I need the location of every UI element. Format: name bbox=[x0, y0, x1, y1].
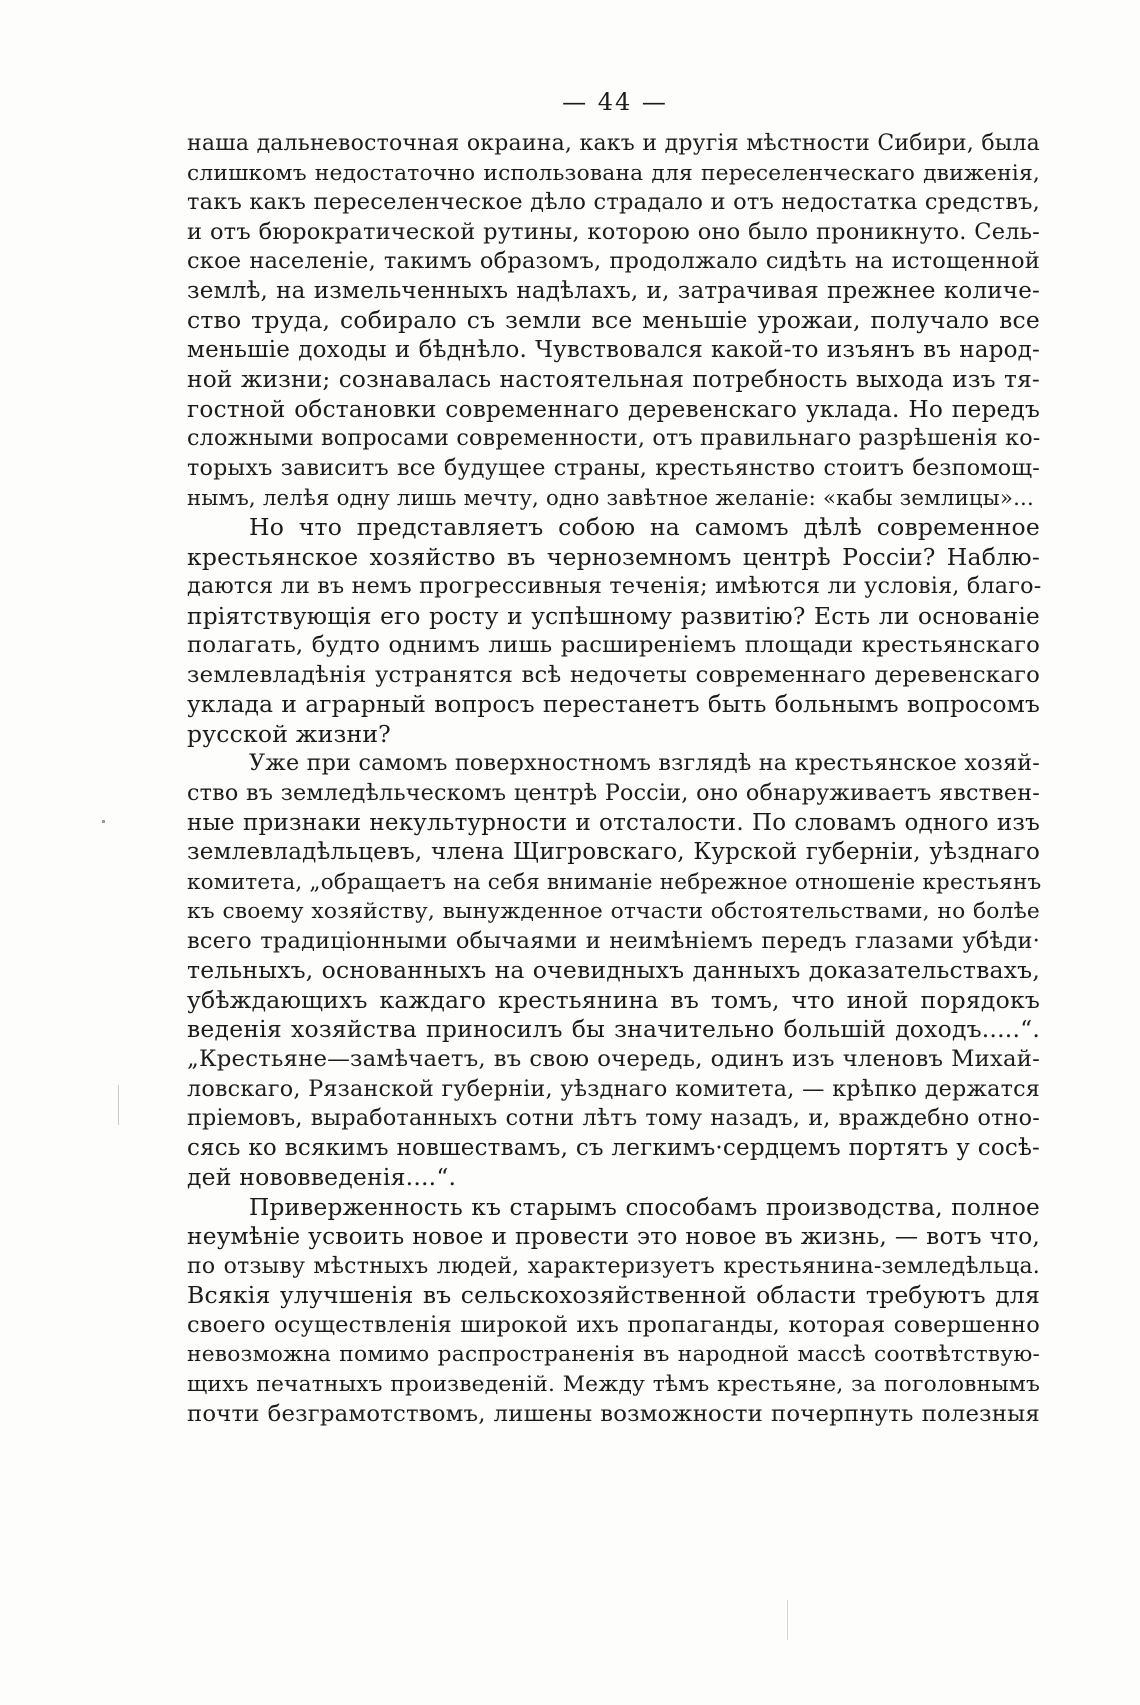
text-line: меньшіе доходы и бѣднѣло. Чувствовался какой-то изъянъ въ народ- bbox=[187, 336, 1040, 363]
text-line: ство въ земледѣльческомъ центрѣ Россіи, оно обнаруживаетъ явствен- bbox=[187, 780, 1040, 807]
text-line: и отъ бюрократической рутины, которою оно было проникнуто. Сель- bbox=[187, 218, 1040, 245]
text-line: ные признаки некультурности и отсталости. По словамъ одного изъ bbox=[187, 809, 1040, 836]
text-line: къ своему хозяйству, вынужденное отчасти обстоятельствами, но болѣе bbox=[187, 899, 1040, 925]
text-line: русской жизни? bbox=[187, 719, 391, 748]
text-line: „Крестьяне—замѣчаетъ, въ свою очередь, одинъ изъ членовъ Михай- bbox=[187, 1045, 1040, 1072]
text-line: всего традиціонными обычаями и неимѣніемъ передъ глазами убѣди· bbox=[187, 927, 1040, 954]
text-line: гостной обстановки современнаго деревенскаго уклада. Но передъ bbox=[187, 395, 1040, 423]
text-line: по отзыву мѣстныхъ людей, характеризуетъ крестьянина-земледѣльца. bbox=[187, 1253, 1040, 1279]
text-line: полагать, будто однимъ лишь расширеніемъ площади крестьянскаго bbox=[187, 632, 1040, 659]
text-line: такъ какъ переселенческое дѣло страдало и отъ недостатка средствъ, bbox=[187, 189, 1040, 216]
text-line: своего осуществленія широкой ихъ пропаганды, которая совершенно bbox=[187, 1311, 1040, 1338]
text-line: Уже при самомъ поверхностномъ взглядѣ на крестьянское хозяй- bbox=[249, 750, 1040, 777]
text-line: убѣждающихъ каждаго крестьянина въ томъ, что иной порядокъ bbox=[187, 985, 1040, 1014]
text-line: пріятствующія его росту и успѣшному развитію? Есть ли основаніе bbox=[187, 602, 1040, 630]
text-line: торыхъ зависитъ все будущее страны, крестьянство стоитъ безпомощ- bbox=[187, 455, 1040, 482]
body-text bbox=[187, 129, 1040, 1429]
text-line: Приверженность къ старымъ способамъ производства, полное bbox=[249, 1193, 1040, 1221]
text-line: сясь ко всякимъ новшествамъ, съ легкимъ·сердцемъ портятъ у сосѣ- bbox=[187, 1134, 1040, 1161]
page-number: — 44 — bbox=[562, 88, 668, 116]
text-line: неумѣніе усвоить новое и провести это новое въ жизнь, — вотъ что, bbox=[187, 1223, 1040, 1251]
text-line: наша дальневосточная окраина, какъ и другія мѣстности Сибири, была bbox=[187, 131, 1040, 156]
text-line: землевладѣльцевъ, члена Щигровскаго, Курской губерніи, уѣзднаго bbox=[187, 839, 1040, 866]
scan-mark bbox=[118, 1085, 119, 1125]
scan-mark bbox=[102, 820, 105, 823]
text-line: сложными вопросами современности, отъ правильнаго разрѣшенія ко- bbox=[187, 425, 1041, 452]
text-line: нымъ, лелѣя одну лишь мечту, одно завѣтное желаніе: «кабы землицы»... bbox=[187, 485, 1034, 511]
text-line: почти безграмотствомъ, лишены возможности почерпнуть полезныя bbox=[187, 1400, 1040, 1427]
text-line: веденія хозяйства приносилъ бы значительно большій доходъ.....“. bbox=[187, 1015, 1040, 1044]
text-line: ловскаго, Рязанской губерніи, уѣзднаго комитета, — крѣпко держатся bbox=[187, 1075, 1040, 1102]
text-line: комитета, „обращаетъ на себя вниманіе небрежное отношеніе крестьянъ bbox=[187, 869, 1042, 895]
text-line: уклада и аграрный вопросъ перестанетъ быть больнымъ вопросомъ bbox=[187, 691, 1040, 719]
text-line: пріемовъ, выработанныхъ сотни лѣтъ тому назадъ, и, враждебно отно- bbox=[187, 1105, 1040, 1132]
text-line: тельныхъ, основанныхъ на очевидныхъ данныхъ доказательствахъ, bbox=[187, 956, 1040, 985]
text-line: ной жизни; сознавалась настоятельная потребность выхода изъ тя- bbox=[187, 366, 1040, 394]
text-line: ство труда, собирало съ земли все меньшіе урожаи, получало все bbox=[187, 306, 1040, 335]
scan-mark bbox=[787, 1600, 788, 1640]
text-line: даются ли въ немъ прогрессивныя теченія; имѣются ли условія, благо- bbox=[187, 573, 1042, 600]
text-line: землевладѣнія устранятся всѣ недочеты современнаго деревенскаго bbox=[187, 661, 1040, 688]
text-line: дей нововведенія....“. bbox=[187, 1163, 457, 1192]
text-line: землѣ, на измельченныхъ надѣлахъ, и, затрачивая прежнее количе- bbox=[187, 277, 1040, 304]
text-line: Всякія улучшенія въ сельскохозяйственной области требуютъ для bbox=[187, 1281, 1040, 1310]
text-line: крестьянское хозяйство въ черноземномъ центрѣ Россіи? Наблю- bbox=[187, 542, 1040, 571]
text-line: щихъ печатныхъ произведеній. Между тѣмъ крестьяне, за поголовнымъ bbox=[187, 1371, 1040, 1397]
text-line: ское населеніе, такимъ образомъ, продолжало сидѣть на истощенной bbox=[187, 248, 1040, 275]
text-line: невозможна помимо распространенія въ народной массѣ соотвѣтствую- bbox=[187, 1342, 1040, 1368]
text-line: Но что представляетъ собою на самомъ дѣлѣ современное bbox=[249, 513, 1040, 542]
text-line: слишкомъ недостаточно использована для переселенческаго движенія, bbox=[187, 160, 1040, 186]
